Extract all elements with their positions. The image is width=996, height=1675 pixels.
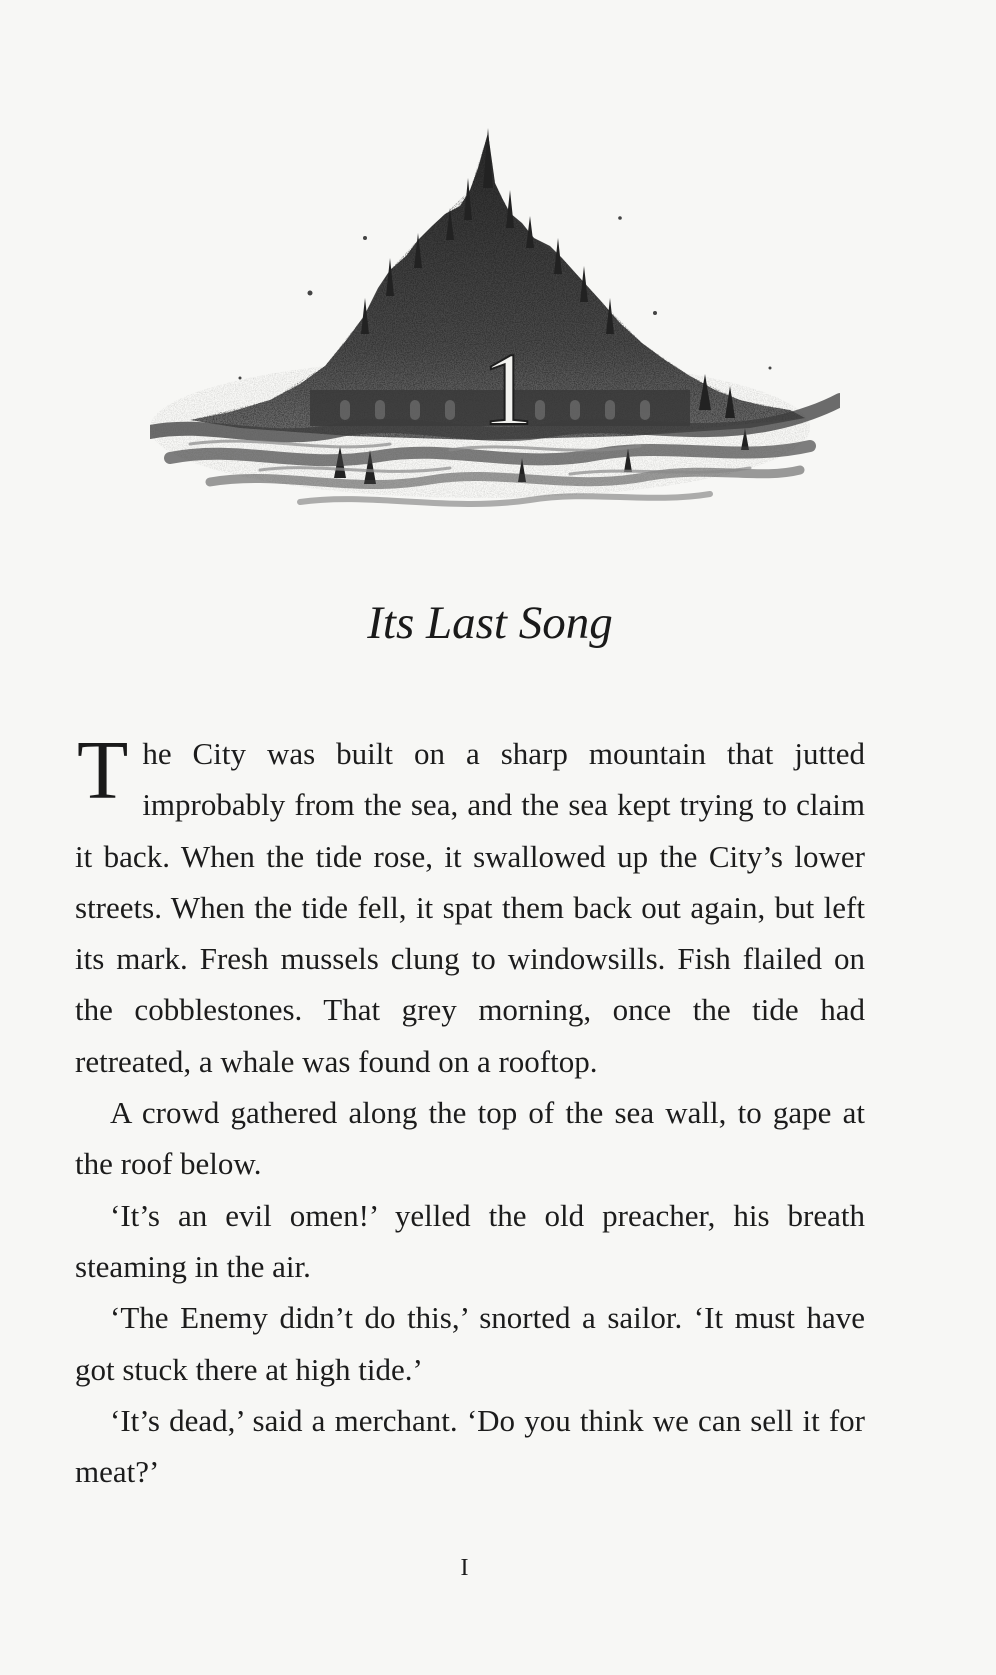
- paragraph-5: ‘It’s dead,’ said a merchant. ‘Do you think we can sell it for meat?’: [75, 1402, 865, 1490]
- chapter-body: [75, 724, 865, 1497]
- paragraph-3: ‘It’s an evil omen!’ yelled the old preacher, his breath steaming in the air.: [75, 1197, 865, 1284]
- paragraph-1-text: he City was built on a sharp mountain that jutted improbably from the sea, and the sea kept trying to claim it back. When the tide rose, it swallowed up the City’s lower streets. When the tide fell, it spat them back out again, but left its mark. Fresh mussels clung to windowsills. Fish flailed on the cobblestones. That grey morning, once the tide had retreated, a whale was found on a rooftop.: [75, 736, 865, 1079]
- paragraph-2: A crowd gathered along the top of the sea wall, to gape at the roof below.: [75, 1095, 865, 1182]
- paragraph-4: ‘The Enemy didn’t do this,’ snorted a sailor. ‘It must have got stuck there at high tide.’: [75, 1300, 865, 1387]
- paragraph-1: [75, 724, 865, 1087]
- chapter-title: Its Last Song: [367, 597, 613, 649]
- drop-cap: T: [77, 724, 129, 817]
- page-number: I: [460, 1555, 470, 1581]
- chapter-number: 1: [481, 332, 534, 447]
